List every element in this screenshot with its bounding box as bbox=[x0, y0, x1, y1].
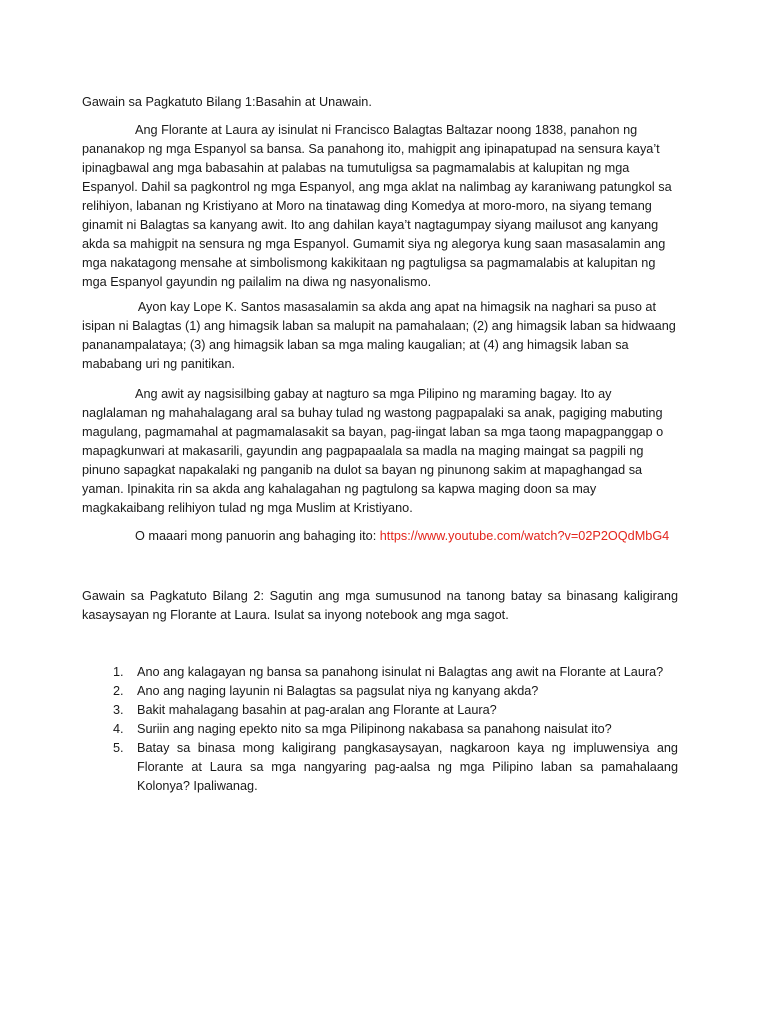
question-text: Ano ang naging layunin ni Balagtas sa pagsulat niya ng kanyang akda? bbox=[137, 684, 539, 698]
question-number: 4. bbox=[113, 722, 124, 736]
video-paragraph bbox=[82, 527, 678, 546]
question-text: Ano ang kalagayan ng bansa sa panahong isinulat ni Balagtas ang awit na Florante at Laura? bbox=[137, 665, 664, 679]
paragraph-2-text: Ayon kay Lope K. Santos masasalamin sa akda ang apat na himagsik na naghari sa puso at isipan ni Balagtas (1) ang himagsik laban sa malupit na pamahalaan; (2) ang himagsik laban sa hidwaang pananampalataya; (3) ang himagsik laban sa mga maling kaugalian; at (4) ang himagsik laban sa mababang uri ng panitikan. bbox=[82, 300, 676, 371]
paragraph-3-text: Ang awit ay nagsisilbing gabay at nagturo sa mga Pilipino ng maraming bagay. Ito ay naglalaman ng mahahalagang aral sa buhay tulad ng wastong pagpapalaki sa anak, pagiging mabuting magulang, pagmamahal at pagmamalasakit sa bayan, pag-iingat laban sa mga taong mapagpanggap o mapagkunwari at makasarili, gayundin ang pagpapaalala sa madla na maging maingat sa pagpili ng pinuno sapagkat napakalaki ng panganib na dulot sa bayan ng pinunong sakim at mapaghangad sa yaman. Ipinakita rin sa akda ang kahalagahan ng pagtulong sa kapwa maging doon sa may magkakaibang relihiyon tulad ng mga Muslim at Kristiyano. bbox=[82, 387, 664, 515]
question-list bbox=[82, 663, 678, 796]
paragraph-1 bbox=[82, 121, 678, 292]
paragraph-2 bbox=[82, 298, 678, 374]
question-number: 2. bbox=[113, 684, 124, 698]
list-item bbox=[82, 720, 678, 739]
list-item bbox=[82, 682, 678, 701]
activity-2-title: Gawain sa Pagkatuto Bilang 2: Sagutin ang mga sumusunod na tanong batay sa binasang kaligirang kasaysayan ng Florante at Laura. Isulat sa inyong notebook ang mga sagot. bbox=[82, 589, 678, 622]
question-text: Batay sa binasa mong kaligirang pangkasaysayan, nagkaroon kaya ng impluwensiya ang Florante at Laura sa mga nangyaring pag-aalsa ng mga Pilipino laban sa pamahalaang Kolonya? Ipaliwanag. bbox=[137, 741, 678, 793]
activity-1-title: Gawain sa Pagkatuto Bilang 1:Basahin at Unawain. bbox=[82, 95, 372, 109]
video-prompt: O maaari mong panuorin ang bahaging ito: bbox=[135, 529, 380, 543]
paragraph-1-text: Ang Florante at Laura ay isinulat ni Francisco Balagtas Baltazar noong 1838, panahon ng pananakop ng mga Espanyol sa bansa. Sa panahong ito, mahigpit ang ipinapatupad na sensura kaya’t ipinagbawal ang mga babasahin at palabas na tumutuligsa sa pagmamalabis at kalupitan ng mga Espanyol. Dahil sa pagkontrol ng mga Espanyol, ang mga aklat na nalimbag ay karaniwang patungkol sa relihiyon, labanan ng Kristiyano at Moro na tinatawag ding Komedya at moro-moro, na siyang temang ginamit ni Balagtas sa kanyang awit. Ito ang dahilan kaya’t nagtagumpay siyang mailusot ang kanyang akda sa mahigpit na sensura ng mga Espanyol. Gumamit siya ng alegorya kung saan masasalamin ang mga nakatagong mensahe at simbolismong kakikitaan ng pagtuligsa sa pagmamalabis at kalupitan ng mga Espanyol gayundin ng pailalim na diwa ng nasyonalismo. bbox=[82, 123, 672, 289]
question-text: Bakit mahalagang basahin at pag-aralan ang Florante at Laura? bbox=[137, 703, 497, 717]
question-number: 5. bbox=[113, 741, 124, 755]
list-item bbox=[82, 701, 678, 720]
paragraph-3 bbox=[82, 385, 678, 518]
question-number: 1. bbox=[113, 665, 124, 679]
youtube-link[interactable]: https://www.youtube.com/watch?v=02P2OQdMbG4 bbox=[379, 529, 670, 543]
question-text: Suriin ang naging epekto nito sa mga Pilipinong nakabasa sa panahong naisulat ito? bbox=[137, 722, 612, 736]
list-item bbox=[82, 663, 678, 682]
list-item bbox=[82, 739, 678, 796]
question-number: 3. bbox=[113, 703, 124, 717]
